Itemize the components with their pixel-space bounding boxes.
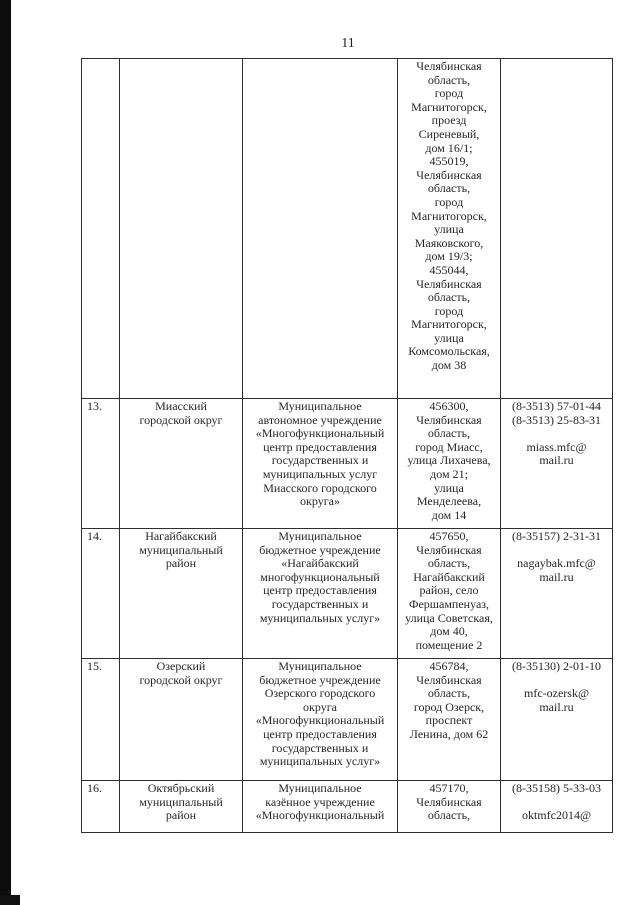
table-row [82,399,613,529]
organization-cell: Муниципальное бюджетное учреждение «Нагайбакский многофункциональный центр предоставления государственных и муниципальных услуг» [243,529,398,659]
municipality-cell: Миасский городской округ [120,399,243,529]
contacts-cell: (8-35158) 5-33-03 oktmfc2014@ [501,781,613,833]
row-number-cell: 13. [82,399,120,529]
row-number-cell: 15. [82,659,120,781]
address-cell: 457650, Челябинская область, Нагайбакский район, село Фершампенуаз, улица Советская, дом 40, помещение 2 [398,529,501,659]
scan-edge-bottom [0,895,20,905]
municipality-cell: Октябрьский муниципальный район [120,781,243,833]
municipality-cell: Нагайбакский муниципальный район [120,529,243,659]
contacts-cell: (8-35157) 2-31-31 nagaybak.mfc@ mail.ru [501,529,613,659]
organization-cell [243,59,398,399]
row-number-cell: 16. [82,781,120,833]
organization-cell: Муниципальное бюджетное учреждение Озерского городского округа «Многофункциональный центр предоставления государственных и муниципальных услуг» [243,659,398,781]
table-row [82,529,613,659]
row-number-cell [82,59,120,399]
institutions-table [81,58,613,833]
address-cell: 457170, Челябинская область, [398,781,501,833]
table-row [82,781,613,833]
table-row [82,659,613,781]
row-number-cell: 14. [82,529,120,659]
contacts-cell: (8-35130) 2-01-10 mfc-ozersk@ mail.ru [501,659,613,781]
contacts-cell: (8-3513) 57-01-44 (8-3513) 25-83-31 miass.mfc@ mail.ru [501,399,613,529]
municipality-cell: Озерский городской округ [120,659,243,781]
table-row [82,59,613,399]
address-cell: 456784, Челябинская область, город Озерск, проспект Ленина, дом 62 [398,659,501,781]
organization-cell: Муниципальное казённое учреждение «Многофункциональный [243,781,398,833]
organization-cell: Муниципальное автономное учреждение «Многофункциональный центр предоставления государственных и муниципальных услуг Миасского городского округа» [243,399,398,529]
contacts-cell [501,59,613,399]
address-cell: 456300, Челябинская область, город Миасс, улица Лихачева, дом 21; улица Менделеева, дом 14 [398,399,501,529]
scan-edge [0,0,11,905]
municipality-cell [120,59,243,399]
address-cell: Челябинская область, город Магнитогорск, проезд Сиреневый, дом 16/1; 455019, Челябинская область, город Магнитогорск, улица Маяковского, дом 19/3; 455044, Челябинская область, город Магнитогорск, улица Комсомольская, дом 38 [398,59,501,399]
page-number: 11 [341,36,355,51]
